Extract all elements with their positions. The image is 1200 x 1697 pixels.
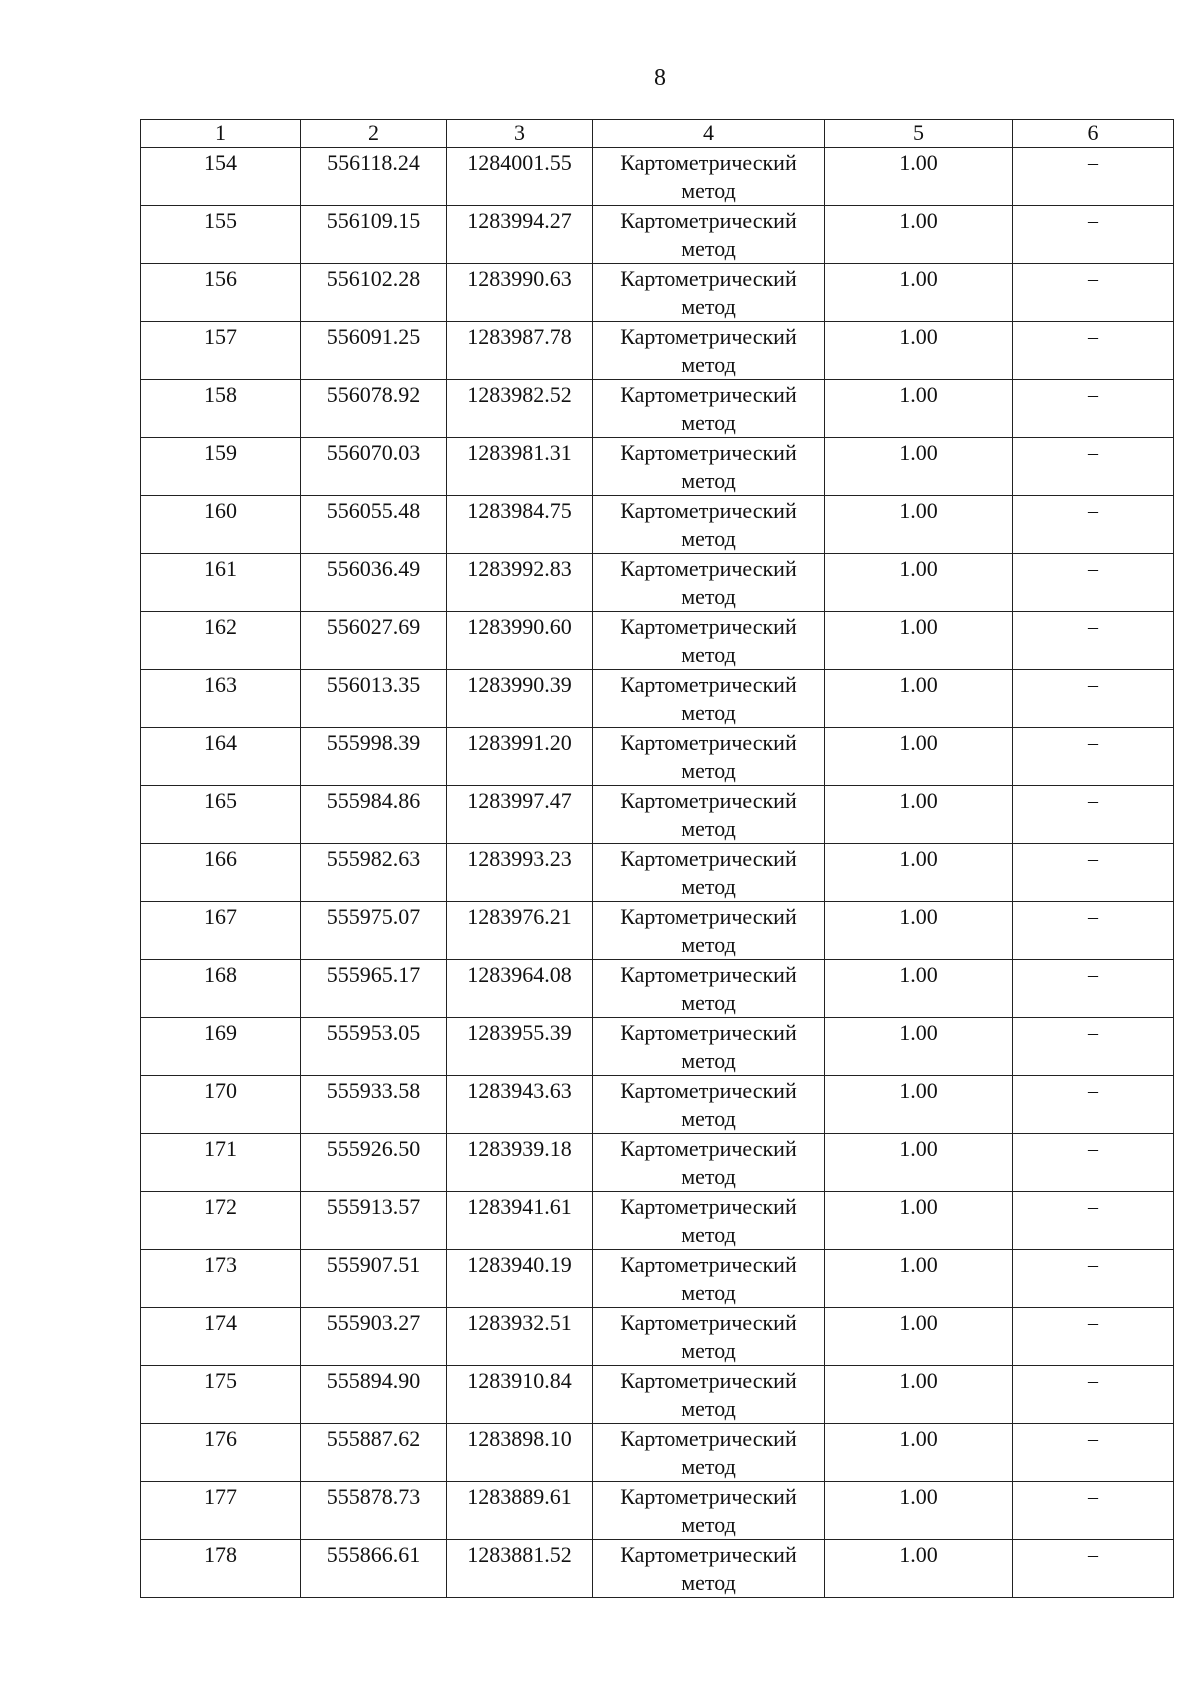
x-coordinate-cell: 555866.61 (301, 1540, 447, 1598)
method-line-2: метод (681, 584, 736, 609)
y-coordinate-cell: 1283940.19 (447, 1250, 593, 1308)
method-line-2: метод (681, 1338, 736, 1363)
method-line-2: метод (681, 1570, 736, 1595)
y-coordinate-cell: 1283987.78 (447, 322, 593, 380)
table-row (141, 438, 1174, 496)
point-number-cell: 169 (141, 1018, 301, 1076)
method-cell (593, 1134, 825, 1192)
method-line-1: Картометрический (620, 614, 797, 639)
x-coordinate-cell: 556078.92 (301, 380, 447, 438)
method-line-2: метод (681, 178, 736, 203)
point-number-cell: 172 (141, 1192, 301, 1250)
x-coordinate-cell: 555926.50 (301, 1134, 447, 1192)
accuracy-cell: 1.00 (825, 960, 1013, 1018)
table-row (141, 554, 1174, 612)
table-row (141, 1366, 1174, 1424)
note-cell: – (1013, 844, 1174, 902)
x-coordinate-cell: 555903.27 (301, 1308, 447, 1366)
method-line-2: метод (681, 642, 736, 667)
method-line-2: метод (681, 352, 736, 377)
method-cell (593, 1018, 825, 1076)
column-header-3: 3 (447, 120, 593, 148)
y-coordinate-cell: 1283990.39 (447, 670, 593, 728)
point-number-cell: 178 (141, 1540, 301, 1598)
method-line-1: Картометрический (620, 962, 797, 987)
note-cell: – (1013, 496, 1174, 554)
table-row (141, 1134, 1174, 1192)
x-coordinate-cell: 555933.58 (301, 1076, 447, 1134)
y-coordinate-cell: 1283994.27 (447, 206, 593, 264)
method-cell (593, 728, 825, 786)
x-coordinate-cell: 555984.86 (301, 786, 447, 844)
method-line-1: Картометрический (620, 1078, 797, 1103)
point-number-cell: 176 (141, 1424, 301, 1482)
note-cell: – (1013, 1540, 1174, 1598)
y-coordinate-cell: 1283990.63 (447, 264, 593, 322)
table-row (141, 206, 1174, 264)
method-line-2: метод (681, 1164, 736, 1189)
note-cell: – (1013, 1308, 1174, 1366)
x-coordinate-cell: 555887.62 (301, 1424, 447, 1482)
method-line-1: Картометрический (620, 324, 797, 349)
y-coordinate-cell: 1283910.84 (447, 1366, 593, 1424)
x-coordinate-cell: 555975.07 (301, 902, 447, 960)
accuracy-cell: 1.00 (825, 1308, 1013, 1366)
y-coordinate-cell: 1283992.83 (447, 554, 593, 612)
x-coordinate-cell: 556027.69 (301, 612, 447, 670)
method-cell (593, 206, 825, 264)
table-row (141, 1192, 1174, 1250)
accuracy-cell: 1.00 (825, 554, 1013, 612)
method-line-1: Картометрический (620, 672, 797, 697)
x-coordinate-cell: 556091.25 (301, 322, 447, 380)
note-cell: – (1013, 438, 1174, 496)
note-cell: – (1013, 1250, 1174, 1308)
method-line-2: метод (681, 700, 736, 725)
method-line-1: Картометрический (620, 1484, 797, 1509)
method-cell (593, 554, 825, 612)
method-line-2: метод (681, 874, 736, 899)
point-number-cell: 161 (141, 554, 301, 612)
point-number-cell: 163 (141, 670, 301, 728)
accuracy-cell: 1.00 (825, 1482, 1013, 1540)
method-line-1: Картометрический (620, 730, 797, 755)
method-cell (593, 148, 825, 206)
accuracy-cell: 1.00 (825, 902, 1013, 960)
method-cell (593, 496, 825, 554)
y-coordinate-cell: 1283932.51 (447, 1308, 593, 1366)
accuracy-cell: 1.00 (825, 728, 1013, 786)
point-number-cell: 159 (141, 438, 301, 496)
y-coordinate-cell: 1284001.55 (447, 148, 593, 206)
point-number-cell: 175 (141, 1366, 301, 1424)
coordinates-table (140, 119, 1174, 1598)
point-number-cell: 164 (141, 728, 301, 786)
note-cell: – (1013, 1482, 1174, 1540)
point-number-cell: 170 (141, 1076, 301, 1134)
method-line-1: Картометрический (620, 266, 797, 291)
method-cell (593, 670, 825, 728)
y-coordinate-cell: 1283898.10 (447, 1424, 593, 1482)
table-row (141, 612, 1174, 670)
accuracy-cell: 1.00 (825, 612, 1013, 670)
x-coordinate-cell: 555894.90 (301, 1366, 447, 1424)
header-row (141, 120, 1174, 148)
point-number-cell: 157 (141, 322, 301, 380)
method-line-1: Картометрический (620, 1136, 797, 1161)
column-header-4: 4 (593, 120, 825, 148)
point-number-cell: 171 (141, 1134, 301, 1192)
accuracy-cell: 1.00 (825, 670, 1013, 728)
x-coordinate-cell: 556102.28 (301, 264, 447, 322)
y-coordinate-cell: 1283993.23 (447, 844, 593, 902)
x-coordinate-cell: 555965.17 (301, 960, 447, 1018)
y-coordinate-cell: 1283981.31 (447, 438, 593, 496)
note-cell: – (1013, 960, 1174, 1018)
table-row (141, 1076, 1174, 1134)
method-line-1: Картометрический (620, 1310, 797, 1335)
method-cell (593, 380, 825, 438)
method-line-2: метод (681, 1396, 736, 1421)
method-line-1: Картометрический (620, 440, 797, 465)
note-cell: – (1013, 1366, 1174, 1424)
note-cell: – (1013, 206, 1174, 264)
method-cell (593, 1308, 825, 1366)
x-coordinate-cell: 556055.48 (301, 496, 447, 554)
x-coordinate-cell: 555982.63 (301, 844, 447, 902)
y-coordinate-cell: 1283990.60 (447, 612, 593, 670)
method-line-2: метод (681, 294, 736, 319)
method-cell (593, 844, 825, 902)
page-number: 8 (654, 65, 666, 91)
y-coordinate-cell: 1283997.47 (447, 786, 593, 844)
note-cell: – (1013, 670, 1174, 728)
table-row (141, 264, 1174, 322)
table-row (141, 728, 1174, 786)
x-coordinate-cell: 555878.73 (301, 1482, 447, 1540)
accuracy-cell: 1.00 (825, 844, 1013, 902)
table-row (141, 322, 1174, 380)
accuracy-cell: 1.00 (825, 206, 1013, 264)
method-line-2: метод (681, 1280, 736, 1305)
method-cell (593, 1076, 825, 1134)
method-line-2: метод (681, 468, 736, 493)
table-row (141, 1250, 1174, 1308)
method-line-2: метод (681, 1454, 736, 1479)
y-coordinate-cell: 1283964.08 (447, 960, 593, 1018)
note-cell: – (1013, 264, 1174, 322)
accuracy-cell: 1.00 (825, 1018, 1013, 1076)
method-cell (593, 1540, 825, 1598)
method-line-1: Картометрический (620, 904, 797, 929)
method-line-2: метод (681, 1222, 736, 1247)
note-cell: – (1013, 1192, 1174, 1250)
note-cell: – (1013, 728, 1174, 786)
method-line-1: Картометрический (620, 1020, 797, 1045)
x-coordinate-cell: 555998.39 (301, 728, 447, 786)
x-coordinate-cell: 555907.51 (301, 1250, 447, 1308)
method-line-2: метод (681, 1106, 736, 1131)
point-number-cell: 165 (141, 786, 301, 844)
method-line-1: Картометрический (620, 556, 797, 581)
point-number-cell: 168 (141, 960, 301, 1018)
y-coordinate-cell: 1283941.61 (447, 1192, 593, 1250)
table-row (141, 148, 1174, 206)
y-coordinate-cell: 1283943.63 (447, 1076, 593, 1134)
accuracy-cell: 1.00 (825, 1424, 1013, 1482)
method-cell (593, 1366, 825, 1424)
note-cell: – (1013, 786, 1174, 844)
method-line-2: метод (681, 1512, 736, 1537)
point-number-cell: 155 (141, 206, 301, 264)
accuracy-cell: 1.00 (825, 148, 1013, 206)
method-line-1: Картометрический (620, 788, 797, 813)
note-cell: – (1013, 380, 1174, 438)
method-line-1: Картометрический (620, 150, 797, 175)
method-line-1: Картометрический (620, 846, 797, 871)
table-row (141, 1018, 1174, 1076)
accuracy-cell: 1.00 (825, 496, 1013, 554)
table-row (141, 1540, 1174, 1598)
method-line-1: Картометрический (620, 498, 797, 523)
table-row (141, 902, 1174, 960)
method-cell (593, 264, 825, 322)
column-header-6: 6 (1013, 120, 1174, 148)
method-line-1: Картометрический (620, 1542, 797, 1567)
note-cell: – (1013, 1018, 1174, 1076)
x-coordinate-cell: 556070.03 (301, 438, 447, 496)
table-header (141, 120, 1174, 148)
method-line-2: метод (681, 236, 736, 261)
accuracy-cell: 1.00 (825, 786, 1013, 844)
point-number-cell: 177 (141, 1482, 301, 1540)
note-cell: – (1013, 554, 1174, 612)
point-number-cell: 166 (141, 844, 301, 902)
table-row (141, 1424, 1174, 1482)
accuracy-cell: 1.00 (825, 322, 1013, 380)
y-coordinate-cell: 1283881.52 (447, 1540, 593, 1598)
y-coordinate-cell: 1283939.18 (447, 1134, 593, 1192)
accuracy-cell: 1.00 (825, 1134, 1013, 1192)
y-coordinate-cell: 1283982.52 (447, 380, 593, 438)
table-row (141, 380, 1174, 438)
x-coordinate-cell: 556036.49 (301, 554, 447, 612)
note-cell: – (1013, 612, 1174, 670)
method-line-2: метод (681, 758, 736, 783)
method-line-1: Картометрический (620, 1252, 797, 1277)
method-line-2: метод (681, 932, 736, 957)
method-cell (593, 612, 825, 670)
method-cell (593, 438, 825, 496)
y-coordinate-cell: 1283955.39 (447, 1018, 593, 1076)
accuracy-cell: 1.00 (825, 1366, 1013, 1424)
method-line-2: метод (681, 410, 736, 435)
method-line-1: Картометрический (620, 1194, 797, 1219)
point-number-cell: 167 (141, 902, 301, 960)
method-cell (593, 1424, 825, 1482)
method-cell (593, 1482, 825, 1540)
y-coordinate-cell: 1283889.61 (447, 1482, 593, 1540)
x-coordinate-cell: 555913.57 (301, 1192, 447, 1250)
table-row (141, 960, 1174, 1018)
point-number-cell: 174 (141, 1308, 301, 1366)
point-number-cell: 156 (141, 264, 301, 322)
method-cell (593, 1192, 825, 1250)
method-cell (593, 902, 825, 960)
column-header-1: 1 (141, 120, 301, 148)
note-cell: – (1013, 1076, 1174, 1134)
method-cell (593, 786, 825, 844)
column-header-5: 5 (825, 120, 1013, 148)
method-line-1: Картометрический (620, 1426, 797, 1451)
note-cell: – (1013, 1134, 1174, 1192)
point-number-cell: 160 (141, 496, 301, 554)
accuracy-cell: 1.00 (825, 380, 1013, 438)
accuracy-cell: 1.00 (825, 1076, 1013, 1134)
y-coordinate-cell: 1283991.20 (447, 728, 593, 786)
method-line-2: метод (681, 526, 736, 551)
table-row (141, 786, 1174, 844)
accuracy-cell: 1.00 (825, 1192, 1013, 1250)
x-coordinate-cell: 556118.24 (301, 148, 447, 206)
point-number-cell: 173 (141, 1250, 301, 1308)
accuracy-cell: 1.00 (825, 1250, 1013, 1308)
method-cell (593, 1250, 825, 1308)
accuracy-cell: 1.00 (825, 438, 1013, 496)
table-row (141, 670, 1174, 728)
method-line-2: метод (681, 816, 736, 841)
point-number-cell: 154 (141, 148, 301, 206)
point-number-cell: 158 (141, 380, 301, 438)
x-coordinate-cell: 556013.35 (301, 670, 447, 728)
x-coordinate-cell: 555953.05 (301, 1018, 447, 1076)
accuracy-cell: 1.00 (825, 264, 1013, 322)
method-cell (593, 960, 825, 1018)
table-body (141, 148, 1174, 1598)
method-line-1: Картометрический (620, 382, 797, 407)
method-cell (593, 322, 825, 380)
note-cell: – (1013, 902, 1174, 960)
x-coordinate-cell: 556109.15 (301, 206, 447, 264)
table-row (141, 1308, 1174, 1366)
note-cell: – (1013, 1424, 1174, 1482)
y-coordinate-cell: 1283976.21 (447, 902, 593, 960)
point-number-cell: 162 (141, 612, 301, 670)
note-cell: – (1013, 148, 1174, 206)
y-coordinate-cell: 1283984.75 (447, 496, 593, 554)
method-line-1: Картометрический (620, 208, 797, 233)
method-line-2: метод (681, 990, 736, 1015)
method-line-1: Картометрический (620, 1368, 797, 1393)
table-row (141, 844, 1174, 902)
accuracy-cell: 1.00 (825, 1540, 1013, 1598)
table-row (141, 1482, 1174, 1540)
column-header-2: 2 (301, 120, 447, 148)
table-row (141, 496, 1174, 554)
method-line-2: метод (681, 1048, 736, 1073)
note-cell: – (1013, 322, 1174, 380)
